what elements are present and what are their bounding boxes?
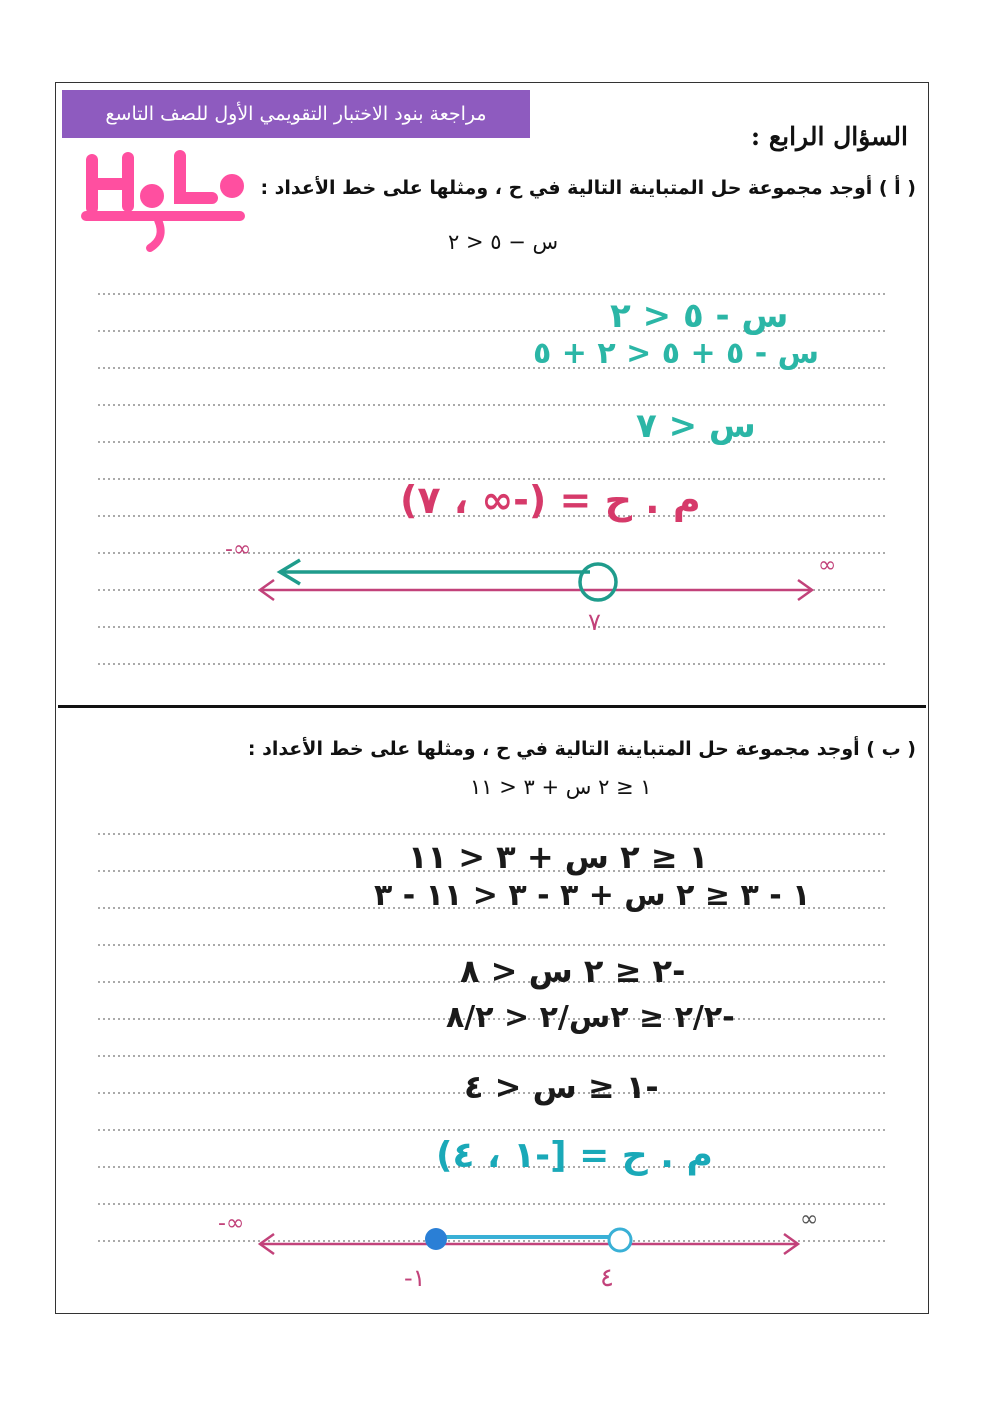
section-title: السؤال الرابع : bbox=[750, 122, 908, 151]
work-b-line-1: ١ ≤ ٢ س + ٣ < ١١ bbox=[408, 838, 709, 876]
work-a-line-3: س < ٧ bbox=[636, 406, 756, 446]
work-a-line-1: س - ٥ < ٢ bbox=[610, 296, 789, 336]
number-line-a-point-label: ٧ bbox=[588, 608, 601, 636]
number-line-a-right-label: ∞ bbox=[818, 553, 837, 578]
closed-point bbox=[425, 1228, 447, 1250]
number-line-b-open-label: ٤ bbox=[600, 1263, 614, 1293]
number-line-a-left-label: -∞ bbox=[225, 537, 252, 562]
work-b-line-4: -٢/٢ ≤ ٢س/٢ < ٨/٢ bbox=[446, 1000, 735, 1035]
open-point bbox=[609, 1229, 631, 1251]
work-a-line-2: س - ٥ + ٥ < ٢ + ٥ bbox=[533, 336, 820, 371]
question-b: ( ب ) أوجد مجموعة حل المتباينة التالية في ح ، ومثلها على خط الأعداد : bbox=[247, 738, 916, 760]
work-b-line-3: -٢ ≤ ٢ س < ٨ bbox=[460, 952, 686, 990]
question-a: ( أ ) أوجد مجموعة حل المتباينة التالية في ح ، ومثلها على خط الأعداد : bbox=[260, 177, 916, 199]
header-banner: مراجعة بنود الاختبار التقويمي الأول للصف التاسع bbox=[62, 90, 530, 138]
number-line-b-closed-label: -١ bbox=[404, 1264, 426, 1292]
inequality-a: س − ٥ < ٢ bbox=[448, 230, 559, 254]
number-line-b-left-label: -∞ bbox=[218, 1211, 245, 1236]
inequality-b: ١ ≤ ٢ س + ٣ < ١١ bbox=[470, 775, 652, 799]
number-line-b-right-label: ∞ bbox=[800, 1207, 819, 1232]
solution-b: م . ح = [-١ ، ٤) bbox=[436, 1135, 713, 1176]
solution-a: م . ح = (-∞ ، ٧) bbox=[400, 478, 701, 522]
work-b-line-2: ١ - ٣ ≤ ٢ س + ٣ - ٣ < ١١ - ٣ bbox=[374, 878, 811, 913]
work-b-line-5: -١ ≤ س < ٤ bbox=[464, 1068, 659, 1106]
